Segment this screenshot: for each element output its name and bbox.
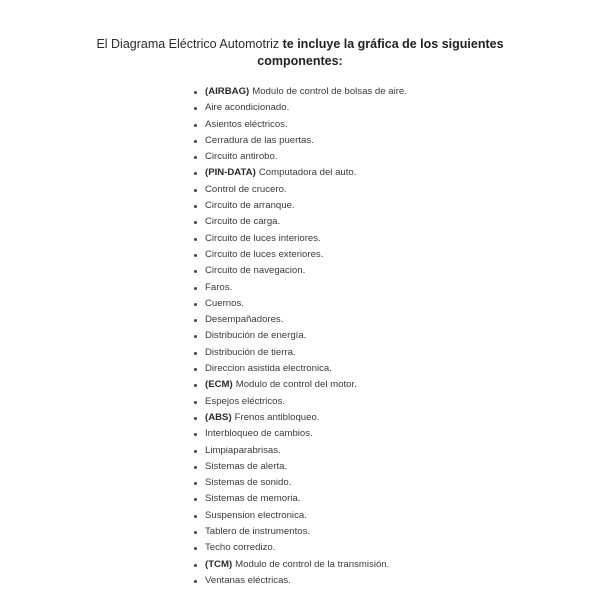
component-text: Modulo de control de bolsas de aire.	[252, 86, 407, 97]
component-text: Control de crucero.	[205, 183, 287, 195]
list-item	[194, 557, 407, 573]
list-item	[194, 117, 407, 133]
bullet-icon	[194, 303, 197, 306]
heading-line-1	[0, 36, 600, 53]
component-text: Cerradura de las puertas.	[205, 134, 314, 146]
list-item	[194, 296, 407, 312]
list-item	[194, 410, 407, 426]
component-text: Sistemas de alerta.	[205, 460, 288, 472]
component-list	[194, 84, 407, 589]
list-item	[194, 280, 407, 296]
bullet-icon	[194, 433, 197, 436]
component-text: Circuito antirobo.	[205, 151, 278, 163]
list-item	[194, 214, 407, 230]
bullet-icon	[194, 368, 197, 371]
component-text: Frenos antibloqueo.	[234, 411, 320, 423]
bullet-icon	[194, 91, 197, 94]
bullet-icon	[194, 450, 197, 453]
bullet-icon	[194, 172, 197, 175]
component-text: Circuito de arranque.	[205, 200, 295, 212]
list-item	[194, 133, 407, 149]
heading-bold-text: te incluye la gráfica de los siguientes	[282, 37, 504, 51]
list-item	[194, 247, 407, 263]
list-item	[194, 443, 407, 459]
bullet-icon	[194, 205, 197, 208]
component-text: Limpiaparabrisas.	[205, 444, 281, 456]
bullet-icon	[194, 384, 197, 387]
bullet-icon	[194, 515, 197, 518]
component-text: Suspension electronica.	[205, 509, 307, 521]
component-text: Tablero de instrumentos.	[205, 526, 311, 538]
list-item	[194, 165, 407, 181]
bullet-icon	[194, 287, 197, 290]
list-item	[194, 573, 407, 589]
intro-heading	[0, 36, 600, 70]
list-item	[194, 149, 407, 165]
list-item	[194, 426, 407, 442]
list-item	[194, 524, 407, 540]
bullet-icon	[194, 531, 197, 534]
bullet-icon	[194, 335, 197, 338]
list-item	[194, 198, 407, 214]
bullet-icon	[194, 352, 197, 355]
component-text: Ventanas eléctricas.	[205, 574, 291, 586]
bullet-icon	[194, 270, 197, 273]
component-text: Techo corredizo.	[205, 542, 276, 554]
heading-line-2	[0, 53, 600, 70]
component-abbreviation: (ECM)	[205, 379, 233, 391]
component-text: Modulo de control de la transmisión.	[235, 558, 390, 570]
component-abbreviation: (AIRBAG)	[205, 86, 250, 97]
bullet-icon	[194, 189, 197, 192]
component-text: Asientos eléctricos.	[205, 118, 288, 130]
component-text: Direccion asistida electronica.	[205, 363, 332, 375]
heading-normal-text: El Diagrama Eléctrico Automotriz	[96, 37, 280, 51]
list-item	[194, 394, 407, 410]
heading-bold-text-2: componentes:	[257, 54, 343, 68]
list-item	[194, 84, 407, 100]
list-item	[194, 459, 407, 475]
component-text: Distribución de energía.	[205, 330, 307, 342]
bullet-icon	[194, 238, 197, 241]
bullet-icon	[194, 401, 197, 404]
list-item	[194, 312, 407, 328]
component-text: Espejos eléctricos.	[205, 395, 285, 407]
bullet-icon	[194, 580, 197, 583]
bullet-icon	[194, 107, 197, 110]
list-item	[194, 361, 407, 377]
list-item	[194, 263, 407, 279]
list-item	[194, 377, 407, 393]
bullet-icon	[194, 482, 197, 485]
list-item	[194, 491, 407, 507]
component-text: Distribución de tierra.	[205, 346, 296, 358]
component-text: Faros.	[205, 281, 233, 293]
component-text: Modulo de control del motor.	[235, 379, 357, 391]
bullet-icon	[194, 254, 197, 257]
component-text: Circuito de carga.	[205, 216, 281, 228]
bullet-icon	[194, 156, 197, 159]
list-item	[194, 475, 407, 491]
list-item	[194, 540, 407, 556]
list-item	[194, 328, 407, 344]
bullet-icon	[194, 319, 197, 322]
bullet-icon	[194, 140, 197, 143]
component-text: Circuito de navegacion.	[205, 265, 306, 277]
list-item	[194, 345, 407, 361]
bullet-icon	[194, 498, 197, 501]
list-item	[194, 231, 407, 247]
bullet-icon	[194, 547, 197, 550]
component-text: Interbloqueo de cambios.	[205, 428, 313, 440]
component-text: Sistemas de memoria.	[205, 493, 301, 505]
bullet-icon	[194, 564, 197, 567]
list-item	[194, 182, 407, 198]
component-abbreviation: (TCM)	[205, 558, 233, 570]
component-text: Desempañadores.	[205, 314, 284, 326]
component-text: Circuito de luces exteriores.	[205, 248, 324, 260]
list-item	[194, 508, 407, 524]
list-item	[194, 100, 407, 116]
component-text: Sistemas de sonido.	[205, 477, 292, 489]
component-text: Circuito de luces interiores.	[205, 232, 321, 244]
component-text: Cuernos.	[205, 297, 244, 309]
component-abbreviation: (ABS)	[205, 411, 232, 423]
bullet-icon	[194, 466, 197, 469]
bullet-icon	[194, 124, 197, 127]
component-abbreviation: (PIN-DATA)	[205, 167, 256, 179]
bullet-icon	[194, 417, 197, 420]
component-text: Aire acondicionado.	[205, 102, 290, 114]
bullet-icon	[194, 221, 197, 224]
component-text: Computadora del auto.	[258, 167, 357, 179]
